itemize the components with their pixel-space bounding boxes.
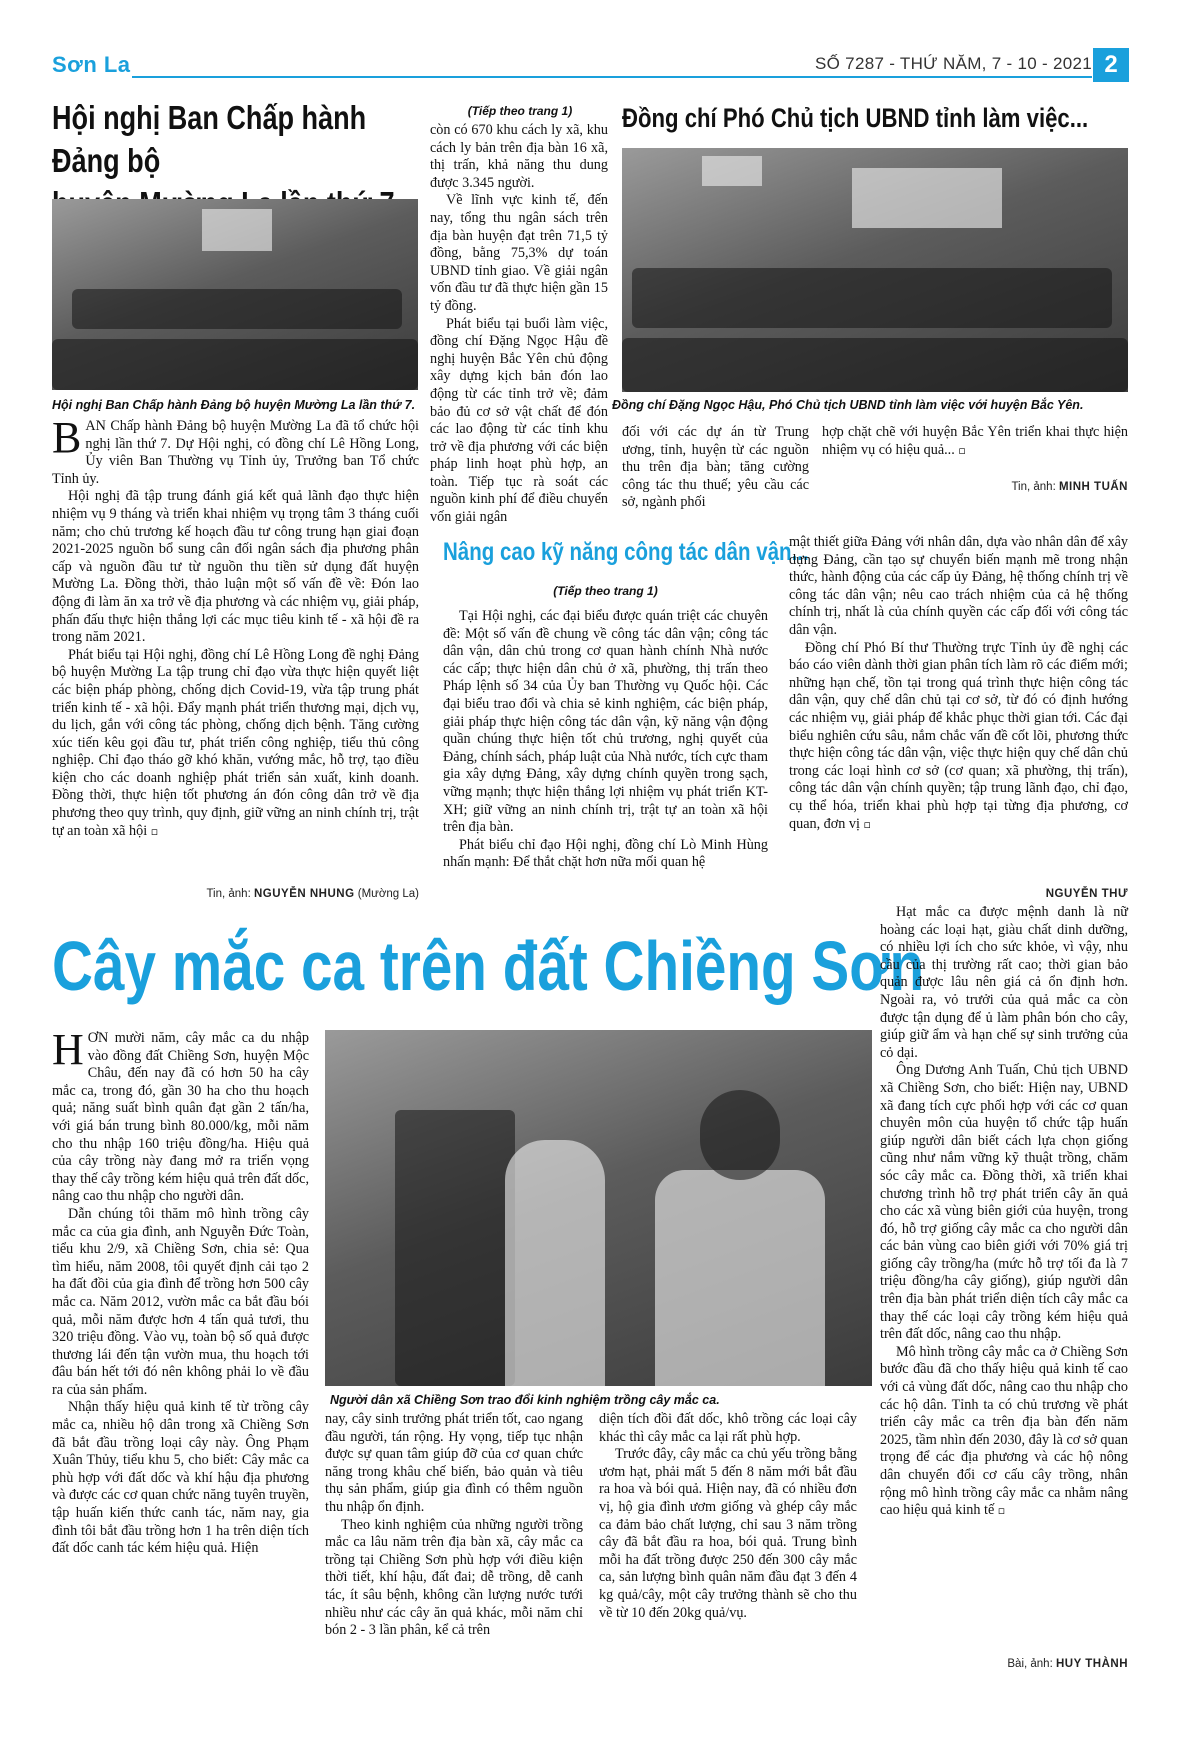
header-rule xyxy=(132,76,1092,78)
end-mark: ▫ xyxy=(958,443,966,457)
article1-paragraph: Phát biểu tại Hội nghị, đồng chí Lê Hồng Long đề nghị Đảng bộ huyện Mường La tập trung chỉ đạo vừa thực hiện quyết liệt các biện pháp phòng, chống dịch Covid-19, vừa tập trung phát triển kinh tế - xã hội. Đẩy mạnh phát triển thương mại, dịch vụ, du lịch, gắn với công tác phòng, chống dịch bệnh. Tăng cường xúc tiến kêu gọi đầu tư, phát triển công nghiệp, tiểu thủ công nghiệp. Chỉ đạo tháo gỡ khó khăn, vướng mắc, hỗ trợ, tạo điều kiện cho các doanh nghiệp phát triển sản xuất, kinh doanh. Đồng thời, thực hiện tốt phương án đón công dân trở về địa phương theo quy trình, quy định, giữ vững an ninh chính trị, trật tự an toàn xã hội xyxy=(52,646,419,839)
article2-byline: Tin, ảnh: MINH TUẤN xyxy=(1011,481,1128,493)
end-mark: ▫ xyxy=(150,824,159,838)
continued-note: (Tiếp theo trang 1) xyxy=(467,104,573,118)
article1-title-line1: Hội nghị Ban Chấp hành Đảng bộ xyxy=(52,99,367,179)
article2-col3: hợp chặt chẽ với huyện Bắc Yên triển khai thực hiện nhiệm vụ có hiệu quả... ▫ xyxy=(822,424,1128,458)
article1-dropcap: B xyxy=(52,413,82,462)
author-name: MINH TUẤN xyxy=(1058,481,1128,493)
article3-col2: mật thiết giữa Đảng với nhân dân, dựa vào nhân dân để xây dựng Đảng, cần tạo sự chuyển biến mạnh mẽ trong nhận thức, hành động của các cấp ủy Đảng, hệ thống chính trị về công tác dân vận; nêu cao trách nhiệm của cả hệ thống chính trị, nhất là của chính quyền các cấp đối với công tác dân vận. Đồng chí Phó Bí thư Thường trực Tỉnh ủy đề nghị các báo cáo viên dành thời gian phân tích làm rõ các điểm mới; những hạn chế, tồn tại trong quá trình thực hiện công tác dân vận, quy chế dân chủ tại cơ sở, từ đó có định hướng các nhiệm vụ, giải pháp để khắc phục thời gian tới. Các đại biểu nghiên cứu sâu, nắm chắc vấn đề cốt lõi, phương thức thực hiện công tác dân vận, việc thực hiện quy chế dân chủ trong các loại hình cơ sở (cơ quan; xã phường, thị trấn), công tác dân vận chính quyền; tập trung lãnh đạo, chỉ đạo, cụ thể hóa, triển khai phù hợp tại từng địa phương, cơ quan, đơn vị ▫ xyxy=(789,534,1128,832)
article4-col3: diện tích đồi đất dốc, khô trồng các loại cây khác thì cây mắc ca lại rất phù hợp. Trước đây, cây mắc ca chủ yếu trồng bằng ươm hạt, phải mất 5 đến 8 năm mới bắt đầu ra hoa và bói quả. Hiện nay, đã có nhiều đơn vị, hộ gia đình ươm giống và ghép cây mắc ca đảm bảo chất lượng, chỉ sau 3 năm trồng cây đã bắt đầu ra hoa, bói quả. Trung bình mỗi ha đất trồng được 250 đến 300 cây mắc ca, sản lượng bình quân năm đầu đạt 3 đến 4 kg quả/cây, một cây trưởng thành sẽ cho thu về từ 10 đến 20kg quả/vụ. xyxy=(599,1411,857,1621)
section-name: Sơn La xyxy=(52,52,131,77)
article4-col1: HƠN mười năm, cây mắc ca du nhập vào đồng đất Chiềng Sơn, huyện Mộc Châu, đến nay đã có hơn 50 ha cây mắc ca, trong đó, gần 30 ha cho thu hoạch quả; năng suất bình quân đạt gần 2 tấn/ha, với giá bán trung bình 80.000/kg, mỗi năm cho thu nhập 160 triệu đồng/ha. Hiệu quả của cây trồng này đang mở ra triển vọng thay thế cây trồng kém hiệu quả trên đất dốc, nâng cao thu nhập cho người dân. Dẫn chúng tôi thăm mô hình trồng cây mắc ca của gia đình, anh Nguyễn Đức Toàn, tiểu khu 2/9, xã Chiềng Sơn, chia sẻ: Qua tìm hiểu, năm 2008, tôi quyết định cải tạo 2 ha đất đồi của gia đình để trồng hơn 500 cây mắc ca. Năm 2012, vườn mắc ca bắt đầu bói quả, mỗi năm được hơn 4 tấn quả tươi, thu 320 triệu đồng. Vào vụ, toàn bộ số quả được thương lái đến tận vườn mua, thu hoạch tới đâu bán hết tới đó nên không phải lo về đầu ra của sản phẩm. Nhận thấy hiệu quả kinh tế từ trồng cây mắc ca, nhiều hộ dân trong xã Chiềng Sơn đã bắt đầu trồng loại cây này. Ông Phạm Xuân Thủy, tiểu khu 5, cho biết: Cây mắc ca phù hợp với đất dốc và khí hậu địa phương và được các cơ quan chức năng tuyên truyền, tập huấn kiến thức canh tác, năm nay, gia đình tôi bắt đầu trồng hơn 1 ha trên diện tích đất dốc canh tác kém hiệu quả. Hiện xyxy=(52,1025,309,1557)
author-name: HUY THÀNH xyxy=(1055,1658,1128,1670)
article1-lead: AN Chấp hành Đảng bộ huyện Mường La đã tổ chức hội nghị lần thứ 7. Dự Hội nghị, có đồng chí Lê Hồng Long, Ủy viên Ban Thường vụ Tỉnh ủy, Trưởng ban Tổ chức Tỉnh ủy. xyxy=(52,418,419,487)
article2-caption: Đồng chí Đặng Ngọc Hậu, Phó Chủ tịch UBND tỉnh làm việc với huyện Bắc Yên. xyxy=(612,398,1084,412)
article4-dropcap: H xyxy=(52,1025,84,1074)
article1-body xyxy=(52,413,419,840)
end-mark: ▫ xyxy=(863,817,871,831)
article2-col2: đối với các dự án từ Trung ương, tỉnh, huyện từ các nguồn thu trên địa bàn; tăng cường công tác thu thuế; yêu cầu các sở, ngành phối xyxy=(622,424,809,511)
article2-col1: còn có 670 khu cách ly xã, khu cách ly bản trên địa bàn 16 xã, thị trấn, khả năng thu dung được 3.345 người. Về lĩnh vực kinh tế, đến nay, tổng thu ngân sách trên địa bàn huyện đạt trên 71,5 tỷ đồng, bằng 75,3% dự toán UBND tỉnh giao. Về giải ngân vốn đầu tư đã thực hiện gần 15 tỷ đồng. Phát biểu tại buổi làm việc, đồng chí Đặng Ngọc Hậu đề nghị huyện Bắc Yên chủ động xây dựng kịch bản đón lao động từ các tỉnh trở về; đảm bảo đủ cơ sở vật chất để đón các lao động từ các tỉnh khu trở về địa phương với các biện pháp linh hoạt phù hợp, an toàn. Tiếp tục rà soát các nguồn kinh phí để điều chuyển vốn giải ngân xyxy=(430,122,608,526)
issue-date: SỐ 7287 - THỨ NĂM, 7 - 10 - 2021 xyxy=(815,54,1093,73)
article3-byline xyxy=(900,888,1128,900)
article4-title: Cây mắc ca trên đất Chiềng Sơn xyxy=(52,927,925,1005)
article4-col4: Hạt mắc ca được mệnh danh là nữ hoàng các loại hạt, giàu chất dinh dưỡng, có nhiều lợi ích cho sức khỏe, vì vậy, nhu cầu của thị trường rất cao; thời gian bảo quản được lâu nên giá cả ổn định hơn. Ngoài ra, vỏ trưởi của quả mắc ca còn được tận dụng để ủ làm phân bón cho cây, giúp giữ ẩm và hạn chế sự sinh trưởng của cỏ dại. Ông Dương Anh Tuấn, Chủ tịch UBND xã Chiềng Sơn, cho biết: Hiện nay, UBND xã đang tích cực phối hợp với các cơ quan chuyên môn của huyện tổ chức tập huấn giúp người dân biết cách lựa chọn giống cũng như nắm vững kỹ thuật trồng, chăm sóc cây mắc ca. Đồng thời, xã triển khai chương trình hỗ trợ phát triển cây ăn quả cho các xã vùng biên giới của huyện, trong đó, hỗ trợ giống cây mắc ca cho người dân các bản vùng cao biên giới với 70% giá trị giống cây trồng/ha (mức hỗ trợ tối đa là 7 triệu đồng/ha cây giống), giúp người dân trên địa bàn phát triển diện tích cây mắc ca thay thế các loại cây trồng kém hiệu quả trên đất dốc, nâng cao thu nhập. Mô hình trồng cây mắc ca ở Chiềng Sơn bước đầu đã cho thấy hiệu quả kinh tế cao với cả vùng đất dốc, nâng cao thu nhập cho các hộ dân. Tỉnh ta có chủ trương về phát triển cây mắc ca trên địa bàn đến năm 2025, tầm nhìn đến 2030, đây là cơ sở quan trọng để các địa phương và các hộ nông dân chuyển đổi cơ cấu cây trồng, nhân rộng mô hình trồng cây mắc ca nhằm nâng cao hiệu quả kinh tế ▫ xyxy=(880,904,1128,1519)
continued-note: (Tiếp theo trang 1) xyxy=(553,584,658,598)
article1-paragraph: Hội nghị đã tập trung đánh giá kết quả lãnh đạo thực hiện nhiệm vụ 9 tháng và triển khai nhiệm vụ trọng tâm 3 tháng cuối năm; cho chủ trương kế hoạch đầu tư công trung hạn giai đoạn 2021-2025 nguồn bổ sung cân đối ngân sách địa phương phân cấp và nguồn đầu tư từ nguồn thu tiền sử dụng đất huyện Mường La. Đồng thời, thảo luận một số vấn đề về: Đón lao động đi làm ăn xa trở về địa phương và các nhiệm vụ, giải pháp, phấn đấu thực hiện thắng lợi các mục tiêu kinh tế - xã hội đề ra trong năm 2021. xyxy=(52,488,419,646)
article3-title: Nâng cao kỹ năng công tác dân vận... xyxy=(443,538,809,566)
article1-caption: Hội nghị Ban Chấp hành Đảng bộ huyện Mường La lần thứ 7. xyxy=(52,398,416,412)
author-name: NGUYỄN NHUNG xyxy=(253,888,355,900)
article1-photo xyxy=(52,199,418,390)
end-mark: ▫ xyxy=(997,1504,1006,1518)
article4-photo xyxy=(325,1030,872,1386)
article1-byline: Tin, ảnh: NGUYỄN NHUNG (Mường La) xyxy=(206,888,419,900)
article4-caption: Người dân xã Chiềng Sơn trao đổi kinh nghiệm trồng cây mắc ca. xyxy=(330,1393,720,1407)
article2-photo xyxy=(622,148,1128,392)
page-number: 2 xyxy=(1093,48,1129,82)
author-name: NGUYỄN THƯ xyxy=(1045,888,1128,900)
article4-byline: Bài, ảnh: HUY THÀNH xyxy=(1007,1658,1128,1670)
article4-col2: nay, cây sinh trưởng phát triển tốt, cao ngang đầu người, tán rộng. Hy vọng, tiếp tục nhận được sự quan tâm giúp đỡ của cơ quan chức năng trong khâu chế biến, bảo quản và tiêu thụ sản phẩm, giúp gia đình có thêm nguồn thu nhập ổn định. Theo kinh nghiệm của những người trồng mắc ca lâu năm trên địa bàn xã, cây mắc ca trồng tại Chiềng Sơn phù hợp với điều kiện thời tiết, khí hậu, đất đai; dễ trồng, dễ canh tác, ít sâu bệnh, không cần lượng nước tưới nhiều như các cây ăn quả khác, mỗi năm chỉ bón 2 - 3 lần phân, kể cả trên xyxy=(325,1411,583,1639)
article2-title: Đồng chí Phó Chủ tịch UBND tỉnh làm việc... xyxy=(622,103,1089,133)
article3-col1: Tại Hội nghị, các đại biểu được quán triệt các chuyên đề: Một số vấn đề chung về công tác dân vận; công tác dân vận, dân chủ trong cơ quan hành chính Nhà nước các cấp; thực hiện dân chủ ở xã, phường, thị trấn theo Pháp lệnh số 34 của Ủy ban Thường vụ Quốc hội. Các đại biểu trao đổi và chia sẻ kinh nghiệm, các biện pháp, giải pháp thực hiện công tác dân vận, kỹ năng vận động quần chúng thực hiện tốt chủ trương, nghị quyết của Đảng, chính sách, pháp luật của Nhà nước, tích cực tham gia xây dựng Đảng, xây dựng chính quyền trong sạch, vững mạnh; thực hiện thắng lợi nhiệm vụ phát triển KT-XH; giữ vững an ninh chính trị, trật tự an toàn xã hội trên địa bàn. Phát biểu chỉ đạo Hội nghị, đồng chí Lò Minh Hùng nhấn mạnh: Để thắt chặt hơn nữa mối quan hệ xyxy=(443,608,768,871)
